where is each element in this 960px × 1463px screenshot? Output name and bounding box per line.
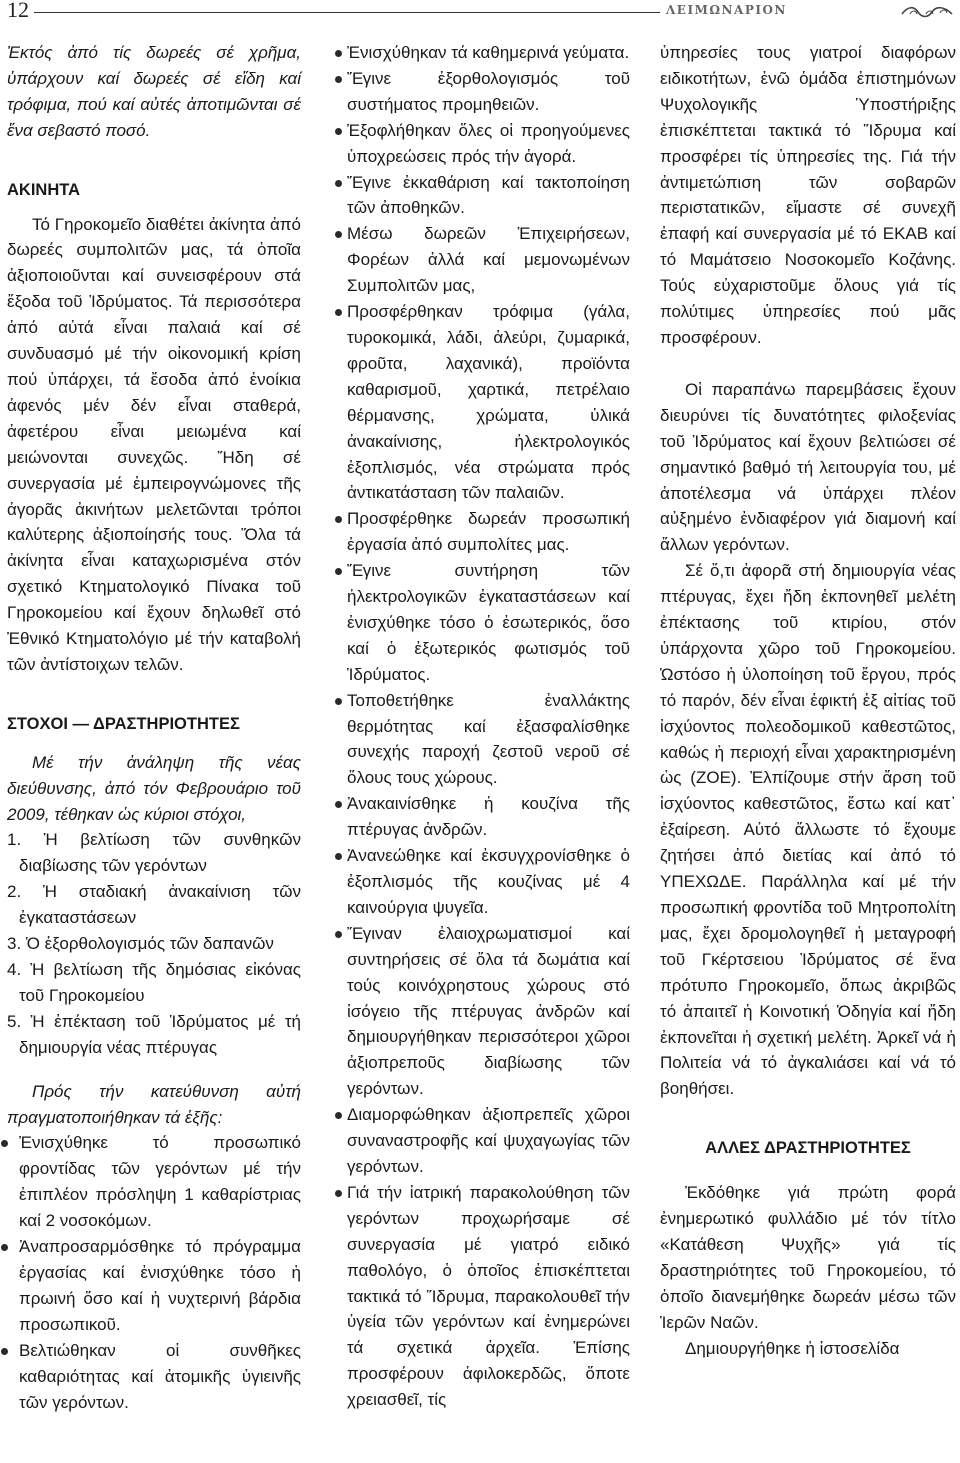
column-left [7,40,301,1415]
heading-stoxoi: ΣΤΟΧΟΙ — ΔΡΑΣΤΗΡΙΟΤΗΤΕΣ [7,714,240,733]
medical-paragraph: ὑπηρεσίες τους γιατροί διαφόρων ειδικοτήτων, ἐνῶ ὁμάδα ἐπιστημόνων Ψυχολογικῆς Ὑποστήριξης ἐπισκέπτεται τακτικά τό Ἵδρυμα καί προσφέρει τίς ὑπηρεσίες της. Γιά τήν ἀντιμετώπιση τῶν σοβαρῶν περιστατικῶν, εἴμαστε σέ συνεχῆ ἐπαφή καί συνεργασία μέ τό ΕΚΑΒ καί τό Μαμάτσειο Νοσοκομεῖο Κοζάνης. Τούς εὐχαριστοῦμε ὅλους γιά τίς πολύτιμες ὑπηρεσίες πού μᾶς προσφέρουν. [660,43,956,347]
heading-akinita: ΑΚΙΝΗΤΑ [7,180,81,199]
list-item: Ἐξοφλήθηκαν ὅλες οἱ προηγούμενες ὑποχρεώσεις πρός τήν ἀγορά. [335,118,630,170]
list-item: Ἐνισχύθηκε τό προσωπικό φροντίδας τῶν γερόντων μέ τήν ἐπιπλέον πρόσληψη 1 καθαρίστριας καί 2 νοσοκόμων. [7,1130,301,1234]
column-middle [335,40,630,1413]
list-item: Ἀνανεώθηκε καί ἐκσυγχρονίσθηκε ὁ ἐξοπλισμός τῆς κουζίνας μέ 4 καινούργια ψυγεῖα. [335,843,630,921]
goal-item: 4. Ἡ βελτίωση τῆς δημόσιας εἰκόνας τοῦ Γηροκομείου [7,960,301,1005]
list-item: Ἔγινε συντήρηση τῶν ἠλεκτρολογικῶν ἐγκαταστάσεων καί ἐνισχύθηκε τόσο ὁ ἐσωτερικός, ὅσο καί ὁ ἐξωτερικός φωτισμός τοῦ Ἱδρύματος. [335,558,630,688]
list-item: Βελτιώθηκαν οἱ συνθῆκες καθαριότητας καί ἀτομικῆς ὑγιεινῆς τῶν γερόντων. [7,1338,301,1416]
list-item: Ἀναπροσαρμόσθηκε τό πρόγραμμα ἐργασίας καί ἐνισχύθηκε τόσο ἡ πρωινή ὅσο καί ἡ νυχτερινή βάρδια προσωπικοῦ. [7,1234,301,1338]
column-right [660,40,956,1362]
improvements-list [335,40,630,1413]
page-header [0,0,960,26]
list-item: Ἔγινε ἐκκαθάριση καί τακτοποίηση τῶν ἀποθηκῶν. [335,170,630,222]
list-item: Ἀνακαινίσθηκε ἡ κουζίνα τῆς πτέρυγας ἀνδρῶν. [335,791,630,843]
list-item: Μέσω δωρεῶν Ἐπιχειρήσεων, Φορέων ἀλλά καί μεμονωμένων Συμπολιτῶν μας, [335,221,630,299]
goal-item: 5. Ἡ ἐπέκταση τοῦ Ἱδρύματος μέ τή δημιουργία νέας πτέρυγας [7,1011,301,1057]
new-wing-paragraph: Σέ ὅ,τι ἀφορᾶ στή δημιουργία νέας πτέρυγας, ἔχει ἤδη ἐκπονηθεῖ μελέτη ἐπέκτασης τοῦ κτιρίου, στόν ὑπάρχοντα χῶρο τοῦ Γηροκομείου. Ὡστόσο ἡ ὑλοποίηση τοῦ ἔργου, πρός τό παρόν, δέν εἶναι ἐφικτή ἐξ αἰτίας τοῦ ἰσχύοντος πολεοδομικοῦ καθεστῶτος, καθώς ἡ περιοχή εἶναι χαρακτηρισμένη ὡς (ΖΟΕ). Ἐλπίζουμε στήν ἄρση τοῦ ἰσχύοντος καθεστῶτος, ἔστω καί κατ᾽ ἐξαίρεση. Αὐτό ἄλλωστε τό ἔχουμε ζητήσει ἀπό διετίας καί ἀπό τό ΥΠΕΧΩΔΕ. Παράλληλα καί μέ τήν προσωπική φροντίδα τοῦ Μητροπολίτη μας, ἔχει δρομολογηθεῖ ἡ μεταγροφή τοῦ Γκέρτσειου Ἱδρύματος σέ ἕνα πρότυπο Γηροκομεῖο, ὅπως ἀκριβῶς τό ἀπαιτεῖ ἡ Κοινοτική Ὁδηγία καί ἤδη ἐκπονεῖται ἡ σχετική μελέτη. Ἀρκεῖ νά ἡ Πολιτεία νά τό ἀγκαλιάσει καί νά τό βοηθήσει. [660,561,956,1099]
list-item: Διαμορφώθηκαν ἀξιοπρεπεῖς χῶροι συναναστροφῆς καί ψυχαγωγίας τῶν γερόντων. [335,1102,630,1180]
actions-list [7,1130,301,1415]
list-item: Ἔγιναν ἐλαιοχρωματισμοί καί συντηρήσεις σέ ὅλα τά δωμάτια καί τούς κοινόχρηστους χώρους στό ἰσόγειο τῆς πτέρυγας ἀνδρῶν καί δημιουργήθηκαν περισσότεροι χῶροι ἀξιοπρεποῦς διαβίωσης τῶν γερόντων. [335,921,630,1102]
list-item: Τοποθετήθηκε ἐναλλάκτης θερμότητας καί ἐξασφαλίσθηκε συνεχής παροχή ζεστοῦ νεροῦ σέ ὅλους τους χώρους. [335,688,630,792]
page-number: 12 [7,0,29,22]
list-item: Ἐνισχύθηκαν τά καθημερινά γεύματα. [335,40,630,66]
intro-paragraph: Ἐκτός ἀπό τίς δωρεές σέ χρῆμα, ὑπάρχουν καί δωρεές σέ εἴδη καί τρόφιμα, πού καί αὐτές ἀποτιμῶνται σέ ἕνα σεβαστό ποσό. [7,43,301,140]
website-paragraph: Δημιουργήθηκε ἡ ἱστοσελίδα [685,1338,900,1358]
goal-item: 2. Ἡ σταδιακή ἀνακαίνιση τῶν ἐγκαταστάσεων [7,882,301,928]
list-item: Προσφέρθηκε δωρεάν προσωπική ἐργασία ἀπό συμπολίτες μας. [335,506,630,558]
list-item: Ἔγινε ἐξορθολογισμός τοῦ συστήματος προμηθειῶν. [335,66,630,118]
heading-alles: ΑΛΛΕΣ ΔΡΑΣΤΗΡΙΟΤΗΤΕΣ [705,1139,911,1158]
goals-list [7,827,301,1060]
akinita-paragraph: Τό Γηροκομεῖο διαθέτει ἀκίνητα ἀπό δωρεές συμπολιτῶν μας, τά ὁποῖα ἀξιοποιοῦνται καί συνεισφέρουν στά ἔξοδα τοῦ Ἱδρύματος. Τά περισσότερα ἀπό αὐτά εἶναι παλαιά καί σέ συνδυασμό μέ τήν οἰκονομική κρίση πού ὑπάρχει, τά ἔσοδα ἀπό ἐνοίκια ἀφενός μέν δέν εἶναι σταθερά, ἀφετέρου εἶναι μειωμένα καί μειώνονται συνεχῶς. Ἤδη σέ συνεργασία μέ ἐμπειρογνώμονες τῆς ἀγορᾶς ἀκινήτων μελετῶνται τρόποι καλύτερης ἀξιοποίησής τους. Ὅλα τά ἀκίνητα εἶναι καταχωρισμένα στόν σχετικό Κτηματολογικό Πίνακα τοῦ Γηροκομείου καί ἔχουν δηλωθεῖ στό Ἐθνικό Κτηματολόγιο μέ τήν καταβολή τῶν ἀντίστοιχων τελῶν. [7,214,301,674]
actions-intro: Πρός τήν κατεύθυνση αὐτή πραγματοποιήθηκαν τά ἑξῆς: [7,1081,301,1127]
list-item: Γιά τήν ἰατρική παρακολούθηση τῶν γερόντων προχωρήσαμε σέ συνεργασία μέ γιατρό ειδικό παθολόγο, ὁ ὁποῖος ἐπισκέπτεται τακτικά τό Ἵδρυμα, παρακολουθεῖ τήν ὑγεία τῶν γερόντων καί ἐνημερώνει τά σχετικά ἀρχεῖα. Ἐπίσης προσφέρουν ἀφιλοκερδῶς, ὅποτε χρειασθεῖ, τίς [335,1180,630,1413]
results-paragraph: Οἱ παραπάνω παρεμβάσεις ἔχουν διευρύνει τίς δυνατότητες φιλοξενίας τοῦ Ἱδρύματος καί ἔχουν βελτιώσει σέ σημαντικό βαθμό τή λειτουργία του, μέ ἀποτέλεσμα νά ὑπάρχει πλέον αὐξημένο ἐνδιαφέρον γιά διαμονή καί ἄλλων γερόντων. [660,379,956,555]
goal-item: 3. Ὁ ἐξορθολογισμός τῶν δαπανῶν [7,934,274,954]
publication-title: ΛΕΙΜΩΝΑΡΙΟΝ [666,3,787,17]
goal-item: 1. Ἡ βελτίωση τῶν συνθηκῶν διαβίωσης τῶν γερόντων [7,830,301,876]
leaflet-paragraph: Ἐκδόθηκε γιά πρώτη φορά ἐνημερωτικό φυλλάδιο μέ τόν τίτλο «Κατάθεση Ψυχῆς» γιά τίς δραστηριότητες τοῦ Γηροκομείου, τό ὁποῖο διανεμήθηκε δωρεάν μέσω τῶν Ἱερῶν Ναῶν. [660,1183,956,1332]
decorative-scroll-icon [900,2,954,22]
header-rule [34,12,660,13]
stoxoi-intro: Μέ τήν ἀνάληψη τῆς νέας διεύθυνσης, ἀπό τόν Φεβρουάριο τοῦ 2009, τέθηκαν ὡς κύριοι στόχοι, [7,752,301,824]
list-item: Προσφέρθηκαν τρόφιμα (γάλα, τυροκομικά, λάδι, ἀλεύρι, ζυμαρικά, φροῦτα, λαχανικά), προϊόντα καθαρισμοῦ, χαρτικά, πετρέλαιο θέρμανσης, χρώματα, ὑλικά ἀνακαίνισης, ἠλεκτρολογικός ἐξοπλισμός, νέα στρώματα πρός ἀντικατάσταση τῶν παλαιῶν. [335,299,630,506]
